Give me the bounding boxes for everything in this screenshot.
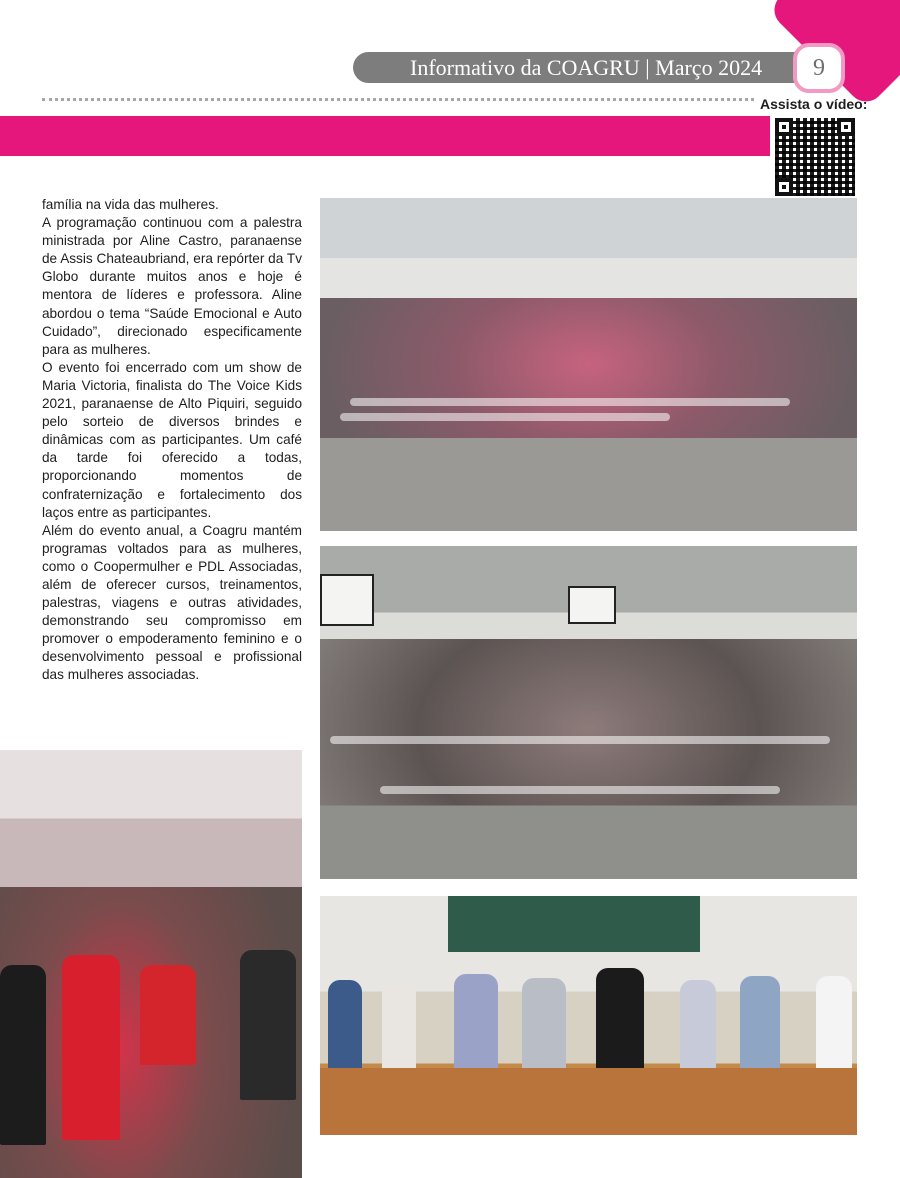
person — [62, 955, 120, 1140]
person — [680, 980, 716, 1070]
article-paragraph: Além do evento anual, a Coagru mantém programas voltados para as mulheres, como o Coopermulher e PDL Associadas, além de oferecer cursos, treinamentos, palestras, viagens e outras atividades, demonstrando seu compromisso em promover o empoderamento feminino e o desenvolvimento pessoal e profissional das mulheres associadas. — [42, 522, 302, 683]
person — [140, 965, 196, 1065]
person — [522, 978, 566, 1070]
qr-finder-top-right — [837, 118, 855, 136]
chair-row — [350, 398, 790, 406]
chair-row — [330, 736, 830, 744]
pink-banner — [0, 116, 770, 156]
stage-banner — [448, 896, 700, 952]
page-number: 9 — [813, 55, 825, 81]
projection-screen — [320, 574, 374, 626]
person — [454, 974, 498, 1070]
dotted-divider — [42, 98, 754, 101]
person — [382, 982, 416, 1070]
head-table — [320, 1068, 857, 1135]
person — [328, 980, 362, 1070]
projection-screen — [568, 586, 616, 624]
panel-table-photo — [320, 896, 857, 1135]
article-body — [42, 196, 302, 685]
person — [0, 965, 46, 1145]
chair-row — [340, 413, 670, 421]
video-label: Assista o vídeo: — [760, 96, 868, 112]
page-title: Informativo da COAGRU | Março 2024 — [410, 55, 763, 80]
person — [596, 968, 644, 1070]
article-paragraph: O evento foi encerrado com um show de Maria Victoria, finalista do The Voice Kids 2021, paranaense de Alto Piquiri, seguido pelo sorteio de diversos brindes e dinâmicas com as participantes. Um café da tarde foi oferecido a todas, proporcionando momentos de confraternização e fortalecimento dos laços entre as participantes. — [42, 359, 302, 520]
qr-finder-top-left — [775, 118, 793, 136]
event-audience-photo — [320, 198, 857, 531]
raised-hands-photo — [0, 750, 302, 1178]
article-paragraph: família na vida das mulheres. — [42, 197, 219, 212]
person — [740, 976, 780, 1070]
person — [816, 976, 852, 1070]
event-hall-photo — [320, 546, 857, 879]
chair-row — [380, 786, 780, 794]
person — [240, 950, 296, 1100]
qr-finder-bottom-left — [775, 178, 793, 196]
qr-code-icon[interactable] — [775, 118, 855, 196]
article-paragraph: A programação continuou com a palestra ministrada por Aline Castro, paranaense de Assis Chateaubriand, era repórter da Tv Globo durante muitos anos e hoje é mentora de líderes e professora. Aline abordou o tema “Saúde Emocional e Auto Cuidado”, direcionado especificamente para as mulheres. — [42, 215, 302, 357]
